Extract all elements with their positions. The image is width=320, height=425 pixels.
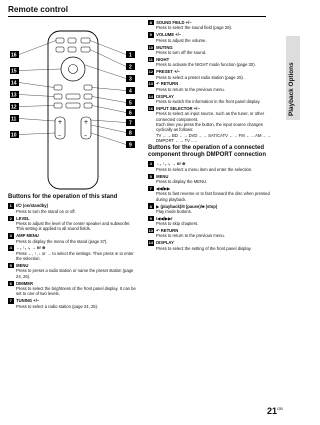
button-description: Press ←, ↑, ↓ or → to select the settings. Then press ⊕ to enter the selection. <box>16 250 134 262</box>
callout-number-badge: 7 <box>9 298 12 304</box>
button-description: Press to select the sound field (page 28). <box>156 25 233 31</box>
button-description-item <box>148 32 272 43</box>
button-description-item <box>148 228 272 239</box>
button-description-item <box>8 245 136 261</box>
callout-number-badge: 4 <box>9 245 12 251</box>
section-tab <box>286 36 300 120</box>
button-description-item <box>8 216 136 232</box>
svg-text:14: 14 <box>11 80 17 87</box>
button-description: TV ←→ BD ←→ DVD ←→ SAT/CATV ←→ FM ←→ AM ←→ DMPORT ←→ TV ..... <box>156 132 272 143</box>
callout-number-badge: 6 <box>9 280 12 286</box>
callout-number-badge: 13 <box>148 228 154 234</box>
page-number: $21^{GB}$ <box>267 406 283 416</box>
callout-number-badge: 10 <box>148 44 154 50</box>
svg-text:+: + <box>57 119 63 126</box>
button-name: PRESET +/– <box>156 69 180 75</box>
button-description: Press to preset a radio station or name the preset station (page 24, 26). <box>16 268 134 279</box>
svg-text:9: 9 <box>129 142 132 149</box>
button-description-item <box>148 106 272 143</box>
remote-control-diagram <box>8 25 140 191</box>
callout-number-badge: 9 <box>149 32 152 38</box>
button-description: Press to display the menu of the stand (page 37). <box>16 238 108 244</box>
button-description: Press to return to the previous menu. <box>156 86 225 92</box>
button-name: MUTING <box>156 44 173 50</box>
button-description-item <box>148 20 272 31</box>
button-description: Press to select the setting of the front panel display. <box>156 245 252 251</box>
callout-number-badge: 3 <box>9 233 12 239</box>
button-name: MENU <box>16 263 29 269</box>
button-description: Press to switch the information in the front panel display. <box>156 99 261 105</box>
callout-number-badge: 16 <box>148 106 154 112</box>
svg-text:–: – <box>84 132 87 139</box>
button-description-item <box>148 57 272 68</box>
left-text-column <box>8 194 136 310</box>
button-description: Press to select the brightness of the front panel display. It can be set to one of two levels. <box>16 285 136 297</box>
remote-enter-button <box>69 65 78 74</box>
page-heading: Remote control <box>8 5 69 14</box>
button-name: DIMMER <box>16 280 34 286</box>
svg-text:3: 3 <box>129 76 132 83</box>
remote-callouts-left <box>10 51 19 139</box>
callout-number-badge: 13 <box>148 81 154 87</box>
right-text-column <box>148 20 272 253</box>
svg-text:10: 10 <box>11 132 17 139</box>
button-description-item <box>8 203 136 214</box>
button-description-item <box>148 186 272 202</box>
svg-text:4: 4 <box>129 88 132 95</box>
button-description: Press to turn off the sound. <box>156 49 207 55</box>
remote-top-button <box>56 38 64 43</box>
callout-number-badge: 11 <box>148 56 153 62</box>
button-description-item <box>8 233 136 244</box>
button-name: LEVEL <box>16 215 30 221</box>
callout-number-badge: 4 <box>149 161 152 167</box>
remote-illustration <box>8 25 140 191</box>
svg-text:–: – <box>58 132 61 139</box>
button-name: TUNING +/– <box>16 298 40 304</box>
callout-number-badge: 14 <box>148 93 154 99</box>
remote-top-button <box>68 38 76 43</box>
button-name: I◀◀/▶▶I <box>156 215 173 221</box>
button-description: Press to adjust the level of the center speaker and subwoofer. This setting is applied to all sound fields. <box>16 220 131 232</box>
callout-number-badge: 2 <box>9 215 12 221</box>
button-name: SOUND FIELD +/– <box>156 20 192 26</box>
svg-text:1: 1 <box>129 52 132 59</box>
svg-text:5: 5 <box>129 100 132 107</box>
button-description: Play mode buttons. <box>156 208 192 214</box>
svg-text:15: 15 <box>11 68 17 75</box>
svg-text:+: + <box>83 119 89 126</box>
button-description-item <box>8 263 136 279</box>
button-description-item <box>148 69 272 80</box>
button-name: I/⏻ (on/standby) <box>16 203 49 209</box>
button-description: Press to select a radio station (page 24, 25). <box>16 303 99 309</box>
button-description: Press to activate the NIGHT mode function (page 30). <box>156 62 256 68</box>
button-description: Press to select a menu item and enter the selection. <box>156 166 253 172</box>
remote-body <box>48 31 98 189</box>
section-title-dmport: Buttons for the operation of a connected component through DMPORT connection <box>148 144 266 159</box>
button-name: ◀◀/▶▶ <box>156 185 171 191</box>
button-name: MENU <box>156 173 169 179</box>
button-description-item <box>148 94 272 105</box>
button-name: INPUT SELECTOR +/– <box>156 106 200 112</box>
button-description: Press to fast reverse or to fast forward the disc when pressed during playback. <box>156 191 270 202</box>
button-description: Press to adjust the volume. <box>156 37 207 43</box>
remote-callouts-right <box>126 51 135 149</box>
svg-text:2: 2 <box>129 64 132 71</box>
button-name: DISPLAY <box>156 240 174 246</box>
svg-text:13: 13 <box>11 92 17 99</box>
button-description: Press to select an input source, such as the tuner, or other connected component. <box>156 111 265 122</box>
button-name: ←, ↑, ↓, → or ⊕ <box>16 245 46 251</box>
section-title-stand: Buttons for the operation of this stand <box>8 194 118 200</box>
button-name: ↶ RETURN <box>156 81 179 87</box>
button-name: DISPLAY <box>156 93 174 99</box>
remote-top-button <box>56 47 64 52</box>
button-description-item <box>148 174 272 185</box>
section-tab-label: Playback Options <box>288 62 295 116</box>
button-name: AMP MENU <box>16 233 39 239</box>
stand-button-list <box>8 203 136 309</box>
callout-number-badge: 14 <box>148 240 154 246</box>
heading-rule <box>8 16 266 17</box>
svg-text:8: 8 <box>129 130 132 137</box>
button-description-item <box>148 81 272 92</box>
button-description-item <box>8 281 136 297</box>
button-name: ←, ↑, ↓, → or ⊕ <box>156 161 186 167</box>
remote-top-button <box>68 47 76 52</box>
button-description: Press to return to the previous menu. <box>156 233 225 239</box>
button-name: VOLUME +/– <box>156 32 182 38</box>
remote-top-button <box>81 38 90 43</box>
button-description: Press to select a preset radio station (page 25). <box>156 74 244 80</box>
callout-number-badge: 5 <box>149 173 152 179</box>
button-description: Press to turn the stand on or off. <box>16 208 76 214</box>
callout-number-badge: 7 <box>149 185 152 191</box>
svg-text:6: 6 <box>129 110 132 117</box>
button-description-item <box>148 216 272 227</box>
button-name: NIGHT <box>156 56 170 62</box>
button-description: Press to display the MENU. <box>156 179 208 184</box>
stand-button-list-continued <box>148 20 272 143</box>
remote-top-button <box>81 47 90 52</box>
svg-text:7: 7 <box>129 120 132 127</box>
callout-number-badge: 1 <box>9 203 12 209</box>
callout-number-badge: 8 <box>149 20 152 26</box>
callout-number-badge: 12 <box>148 69 154 75</box>
svg-text:11: 11 <box>11 116 17 123</box>
callout-number-badge: 8 <box>149 203 152 209</box>
svg-text:16: 16 <box>11 52 17 59</box>
button-description-item <box>8 298 136 309</box>
button-description-item <box>148 240 272 251</box>
button-description: Press to skip chapters. <box>156 221 199 227</box>
button-name: ↶ RETURN <box>156 228 179 234</box>
svg-text:12: 12 <box>11 104 17 111</box>
dmport-button-list <box>148 161 272 251</box>
button-name: ▶ (playback)/II (pause)/■ (stop) <box>156 203 218 209</box>
button-description-item <box>148 203 272 214</box>
button-description-item <box>148 161 272 172</box>
button-description-item <box>148 45 272 56</box>
callout-number-badge: 5 <box>9 263 12 269</box>
button-description: Each time you press the button, the input source changes cyclically as follows: <box>156 121 263 133</box>
callout-number-badge: 9 <box>149 215 152 221</box>
